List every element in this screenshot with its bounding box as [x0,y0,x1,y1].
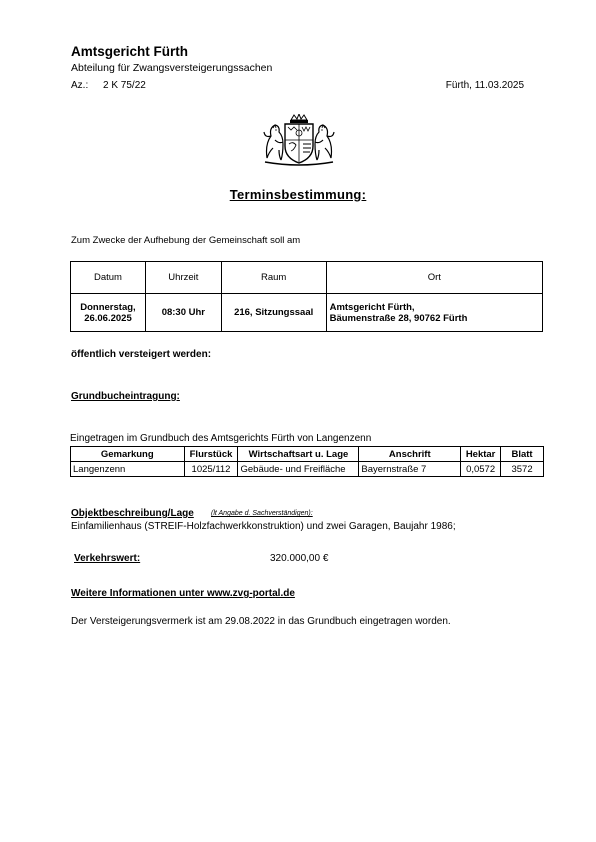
object-description-heading: Objektbeschreibung/Lage [71,508,194,519]
date-weekday: Donnerstag, [80,301,136,313]
register-note: Der Versteigerungsvermerk ist am 29.08.2022 in das Grundbuch eingetragen worden. [71,616,451,627]
document-title: Terminsbestimmung: [229,187,367,202]
appointment-table [70,261,543,332]
department-name: Abteilung für Zwangsversteigerungssachen [71,62,273,74]
header-cell: Hektar [461,447,501,462]
more-info-link[interactable]: Weitere Informationen unter www.zvg-portal.de [71,588,295,599]
intro-text: Zum Zwecke der Aufhebung der Gemeinschaft soll am [71,235,301,246]
location-cell [326,294,542,332]
time-cell: 08:30 Uhr [145,294,221,332]
header-cell: Wirtschaftsart u. Lage [238,447,359,462]
land-register-intro: Eingetragen im Grundbuch des Amtsgerichts Fürth von Langenzenn [70,433,372,444]
object-description-text: Einfamilienhaus (STREIF-Holzfachwerkkonstruktion) und zwei Garagen, Baujahr 1986; [71,521,456,532]
table-header-row [71,262,543,294]
location-name: Amtsgericht Fürth, [329,301,415,313]
place-date: Fürth, 11.03.2025 [445,80,524,91]
header-cell: Datum [71,262,146,294]
header-cell: Anschrift [359,447,461,462]
market-value-label: Verkehrswert: [74,553,141,564]
table-row [71,462,544,477]
land-register-heading: Grundbucheintragung: [71,391,180,402]
header-cell: Flurstück [184,447,238,462]
table-row [71,294,543,332]
land-register-table [70,446,544,477]
date-value: 26.06.2025 [84,312,132,324]
court-name: Amtsgericht Fürth [71,44,189,59]
table-cell: Langenzenn [71,462,185,477]
table-cell: 3572 [501,462,544,477]
table-cell: Bayernstraße 7 [359,462,461,477]
table-cell: 1025/112 [184,462,238,477]
table-cell: Gebäude- und Freifläche [238,462,359,477]
location-address: Bäumenstraße 28, 90762 Fürth [329,312,468,324]
auction-statement: öffentlich versteigert werden: [71,349,212,360]
header-cell: Ort [326,262,542,294]
date-cell [71,294,146,332]
header-cell: Gemarkung [71,447,185,462]
file-number-label: Az.: [71,80,89,91]
table-header-row [71,447,544,462]
header-cell: Raum [221,262,326,294]
object-description-note: (lt Angabe d. Sachverständigen): [211,510,313,517]
header-cell: Uhrzeit [145,262,221,294]
header-cell: Blatt [501,447,544,462]
file-number: 2 K 75/22 [103,80,146,91]
table-cell: 0,0572 [461,462,501,477]
room-cell: 216, Sitzungssaal [221,294,326,332]
market-value: 320.000,00 € [270,553,329,564]
bavarian-coat-of-arms-icon [261,114,337,166]
